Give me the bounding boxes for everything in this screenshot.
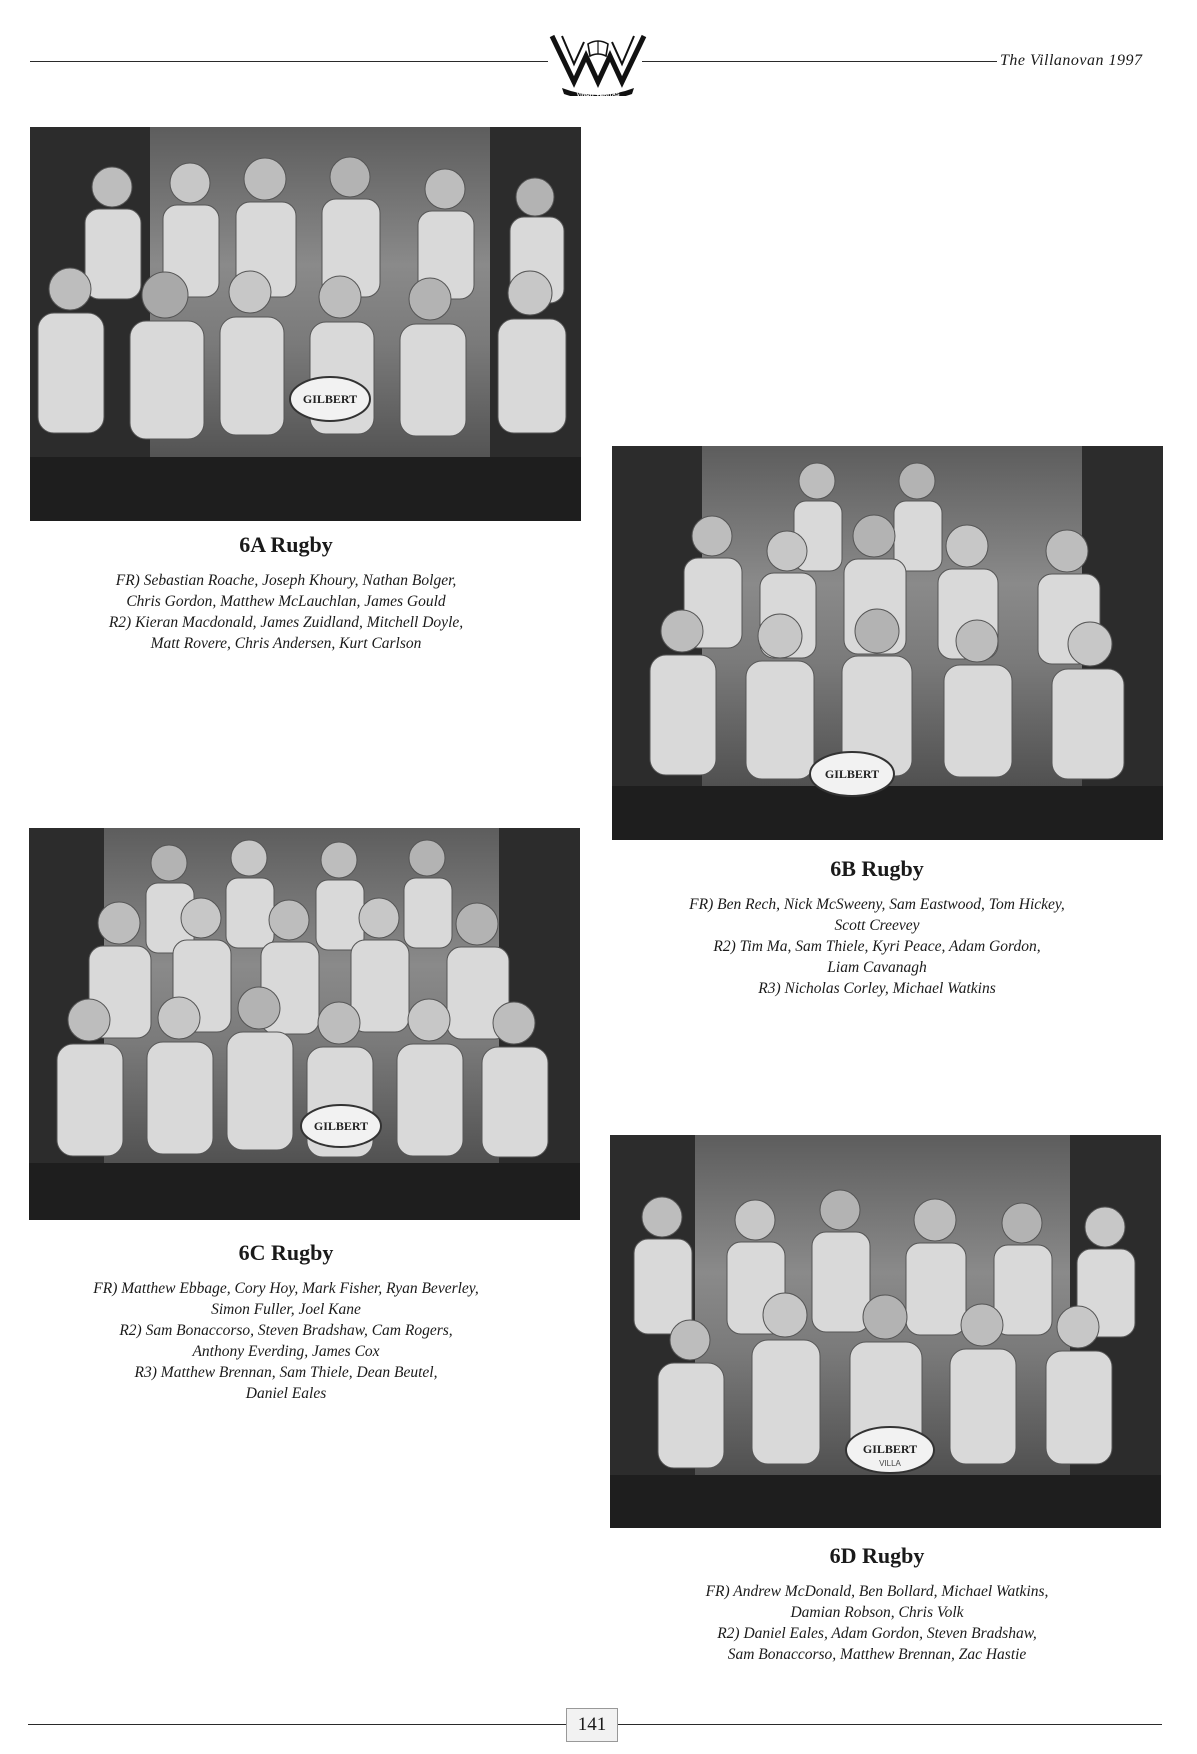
rugby-ball (810, 752, 894, 796)
player-figure (906, 1199, 966, 1335)
team-photo-6d (610, 1135, 1161, 1528)
caption-6a (36, 532, 536, 654)
rugby-ball (301, 1105, 381, 1147)
team-players-6c: FR) Matthew Ebbage, Cory Hoy, Mark Fisher, Ryan Beverley, Simon Fuller, Joel Kane R2) Sam Bonaccorso, Steven Bradshaw, Cam Rogers, Anthony Everding, James Cox R3) Matthew Brennan, Sam Thiele, Dean Beutel, Daniel Eales (93, 1280, 479, 1402)
school-crest-logo (548, 30, 648, 96)
team-title-6b: 6B Rugby (830, 856, 924, 881)
caption-6b (627, 856, 1127, 999)
player-figure (400, 278, 466, 436)
player-figure (226, 840, 274, 948)
player-figure (894, 463, 942, 571)
running-head: The Villanovan 1997 (1000, 52, 1143, 69)
footer-rule-right (617, 1724, 1162, 1725)
team-title-6d: 6D Rugby (829, 1543, 925, 1568)
header-rule-right (642, 61, 997, 62)
player-figure (351, 898, 409, 1032)
player-figure (404, 840, 452, 948)
player-figure (322, 157, 380, 297)
logo-motto: VINCIT VERITAS (576, 92, 620, 96)
page-number: 141 (566, 1708, 618, 1742)
rugby-ball (290, 377, 370, 421)
team-players-6b: FR) Ben Rech, Nick McSweeny, Sam Eastwood, Tom Hickey, Scott Creevey R2) Tim Ma, Sam Thiele, Kyri Peace, Adam Gordon, Liam Cavanagh R3) Nicholas Corley, Michael Watkins (689, 896, 1065, 997)
ball-brand-text: GILBERT (862, 1442, 918, 1456)
caption-6c (36, 1240, 536, 1404)
footer-rule-left (28, 1724, 566, 1725)
ball-subtext: VILLA (879, 1459, 901, 1468)
team-title-6a: 6A Rugby (239, 532, 333, 557)
caption-6d (627, 1543, 1127, 1665)
ball-brand-text: GILBERT (302, 392, 358, 406)
player-figure (146, 845, 194, 953)
team-photo-6a (30, 127, 581, 521)
player-figure (812, 1190, 870, 1332)
player-figure (994, 1203, 1052, 1335)
team-players-6a: FR) Sebastian Roache, Joseph Khoury, Nathan Bolger, Chris Gordon, Matthew McLauchlan, James Gould R2) Kieran Macdonald, James Zuidland, Mitchell Doyle, Matt Rovere, Chris Andersen, Kurt Carlson (108, 572, 464, 652)
player-figure (316, 842, 364, 950)
team-photo-6c (29, 828, 580, 1220)
ball-brand-text: GILBERT (824, 767, 880, 781)
rugby-ball (846, 1427, 934, 1473)
team-photo-6b (612, 446, 1163, 840)
ball-brand-text: GILBERT (313, 1119, 369, 1133)
team-players-6d: FR) Andrew McDonald, Ben Bollard, Michael Watkins, Damian Robson, Chris Volk R2) Daniel Eales, Adam Gordon, Steven Bradshaw, Sam Bonaccorso, Matthew Brennan, Zac Hastie (705, 1583, 1049, 1663)
team-title-6c: 6C Rugby (238, 1240, 334, 1265)
header-rule-left (30, 61, 548, 62)
